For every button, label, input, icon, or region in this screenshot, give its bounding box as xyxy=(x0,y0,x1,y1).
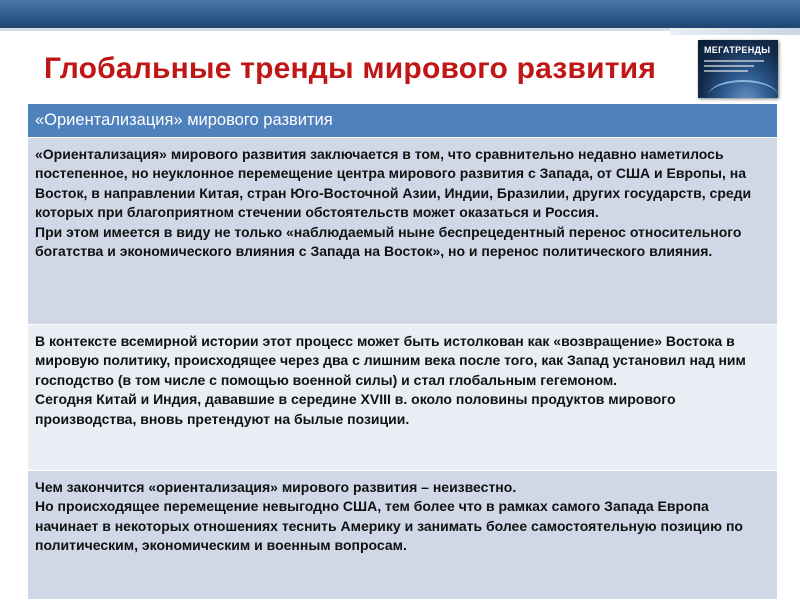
row-paragraph: При этом имеется в виду не только «наблюдаемый ныне беспрецедентный перенос относительного богатства и экономического влияния с Запада на Восток», но и перенос политического влияния. xyxy=(35,223,742,260)
top-accent-tab xyxy=(670,28,800,35)
row-paragraph: Но происходящее перемещение невыгодно США, тем более что в рамках самого Запада Европа начинает в некоторых отношениях теснить Америку и занимать более самостоятельную позицию по политическим, экономическим и военным вопросам. xyxy=(35,498,743,554)
table-row xyxy=(28,325,777,471)
row-paragraph: Чем закончится «ориентализация» мирового развития – неизвестно. xyxy=(35,479,517,495)
book-cover-image xyxy=(698,40,778,98)
table-header: «Ориентализация» мирового развития xyxy=(28,104,777,138)
book-cover-text-line xyxy=(704,60,764,62)
slide-title: Глобальные тренды мирового развития xyxy=(44,52,657,85)
book-cover-text-line xyxy=(704,65,754,67)
book-cover-planet-arc xyxy=(708,80,778,98)
row-paragraph: «Ориентализация» мирового развития заключается в том, что сравнительно недавно наметилось постепенное, но неуклонное перемещение центра мирового развития с Запада, от США и Европы, на Восток, в направлении Китая, стран Юго-Восточной Азии, Индии, Бразилии, других государств, среди которых при благоприятном стечении обстоятельств может оказаться и Россия. xyxy=(35,146,752,221)
table-row xyxy=(28,471,777,600)
top-accent-line xyxy=(0,28,670,31)
book-cover-text-line xyxy=(704,70,748,72)
book-cover-title: МЕГАТРЕНДЫ xyxy=(704,45,771,55)
table-row xyxy=(28,138,777,325)
row-paragraph: В контексте всемирной истории этот процесс может быть истолкован как «возвращение» Востока в мировую политику, происходящее через два с лишним века после того, как Запад установил над ним господство (в том числе с помощью военной силы) и стал глобальным гегемоном. xyxy=(35,333,746,388)
content-table xyxy=(28,104,777,600)
top-decorative-bar xyxy=(0,0,800,28)
row-paragraph: Сегодня Китай и Индия, дававшие в середине XVIII в. около половины продуктов мирового производства, вновь претендуют на былые позиции. xyxy=(35,391,676,427)
